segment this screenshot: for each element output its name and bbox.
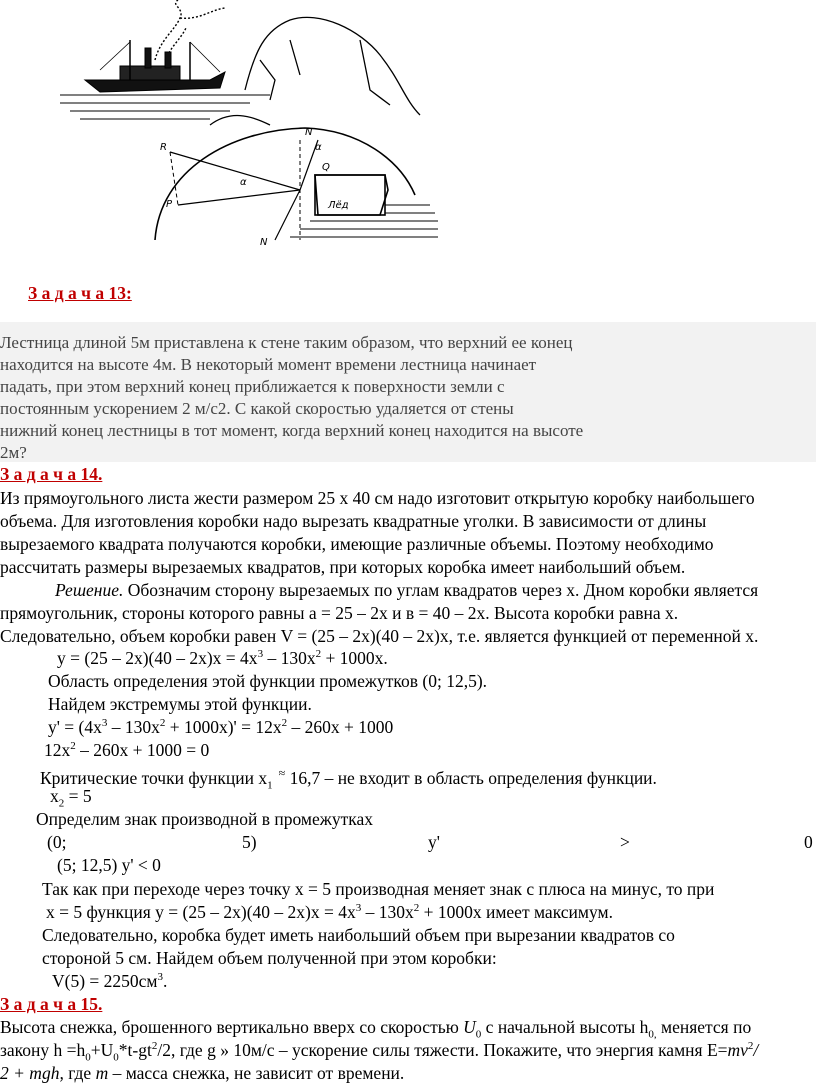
- task13-line-2: находится на высоте 4м. В некоторый момент времени лестница начинает: [0, 355, 537, 374]
- geometry-sketch: [155, 128, 415, 240]
- task15-line-3: 2 + mgh, где m – масса снежка, не зависит от времени.: [0, 1063, 405, 1083]
- task13-line-4: постоянным ускорением 2 м/с2. С какой скоростью удаляется от стены: [0, 399, 514, 418]
- x2-line: $х_2 = 5$: [50, 786, 92, 810]
- task14-text-4: рассчитать размеры вырезаемых квадратов, при которых коробка имеет наибольший объем.: [0, 557, 686, 577]
- domain-line: Область определения этой функции промежутков (0; 12,5).: [48, 671, 488, 691]
- interval-row-1-e: 0: [804, 832, 813, 852]
- task14-heading: З а д а ч а 14.: [0, 464, 103, 484]
- interval-row-1-b: 5): [242, 832, 257, 852]
- label-n-top: N: [305, 127, 313, 138]
- interval-row-1-d: >: [620, 832, 630, 852]
- label-q: Q: [322, 162, 330, 173]
- task15-line-2: закону $h =h_0+U_0*t-gt^2/2$, где g » 10м/с – ускорение силы тяжести. Покажите, что энергия камня $E=mv^2/$: [0, 1040, 759, 1064]
- conclusion-1: Так как при переходе через точку х = 5 производная меняет знак с плюса на минус, то при: [42, 879, 715, 899]
- label-n-bottom: N: [260, 237, 268, 248]
- label-alpha: α: [240, 177, 247, 188]
- task15-line-1: Высота снежка, брошенного вертикально вверх со скоростью $U_0$ с начальной высоты $h_{0,}$ меняется по: [0, 1017, 752, 1041]
- task13-line-6: 2м?: [0, 443, 27, 462]
- solution-label: Решение.: [55, 580, 124, 600]
- sign-intro: Определим знак производной в промежутках: [36, 809, 373, 829]
- formula-volume: $y = (25 - 2x)(40 - 2x)x = 4x^3 - 130x^2 + 1000x$.: [57, 648, 388, 668]
- task13-line-5: нижний конец лестницы в тот момент, когда верхний конец находится на высоте: [0, 421, 584, 440]
- task15-heading: З а д а ч а 15.: [0, 994, 103, 1014]
- iceberg-illustration: [60, 0, 440, 250]
- task14-solution-line-2: прямоугольник, стороны которого равны а = 25 – 2х и в = 40 – 2х. Высота коробки равна х.: [0, 603, 679, 623]
- interval-row-2: (5; 12,5) y' < 0: [57, 855, 161, 875]
- task14-text-3: вырезаемого квадрата получаются коробки, имеющие различные объемы. Поэтому необходимо: [0, 534, 714, 554]
- conclusion-2: х = 5 функция $y = (25 - 2x)(40 - 2x)x = 4x^3 - 130x^2 + 1000x$ имеет максимум.: [46, 902, 613, 922]
- task13-heading: З а д а ч а 13:: [28, 283, 132, 303]
- task14-text-2: объема. Для изготовления коробки надо вырезать квадратные уголки. В зависимости от длины: [0, 511, 707, 531]
- label-alpha-2: α: [315, 142, 322, 153]
- ship: [85, 40, 225, 92]
- conclusion-3: Следовательно, коробка будет иметь наибольший объем при вырезании квадратов со: [42, 925, 675, 945]
- label-ice: Лёд: [328, 200, 349, 211]
- interval-row-1-a: (0;: [47, 832, 67, 852]
- task13-line-1: Лестница длиной 5м приставлена к стене таким образом, что верхний ее конец: [0, 333, 573, 352]
- iceberg: [210, 17, 420, 125]
- task14-text-1: Из прямоугольного листа жести размером 25 х 40 см надо изготовит открытую коробку наибольшего: [0, 488, 755, 508]
- task13-line-3: падать, при этом верхний конец приближается к поверхности земли с: [0, 377, 505, 396]
- derivative-line: $y' = (4x^3 - 130x^2 + 1000x)' = 12x^2 - 260x + 1000$: [48, 717, 394, 737]
- derivative-equation: $12x^2 - 260x + 1000 = 0$: [44, 740, 210, 760]
- interval-row-1-c: y': [428, 832, 440, 852]
- critical-points-line: Критические точки функции $х_1^\approx$ 16,7 – не входит в область определения функции.: [40, 766, 657, 792]
- task14-solution-line-1: Решение. Обозначим сторону вырезаемых по углам квадратов через х. Дном коробки является: [55, 580, 759, 600]
- label-r: R: [160, 142, 167, 153]
- volume-result: $V(5) = 2250см^3$.: [52, 971, 168, 991]
- extrema-line: Найдем экстремумы этой функции.: [48, 694, 312, 714]
- label-p: P: [166, 199, 173, 210]
- task14-solution-line-3: Следовательно, объем коробки равен V = (25 – 2х)(40 – 2х)х, т.е. является функцией от переменной х.: [0, 626, 759, 646]
- conclusion-4: стороной 5 см. Найдем объем полученной при этом коробки:: [42, 948, 497, 968]
